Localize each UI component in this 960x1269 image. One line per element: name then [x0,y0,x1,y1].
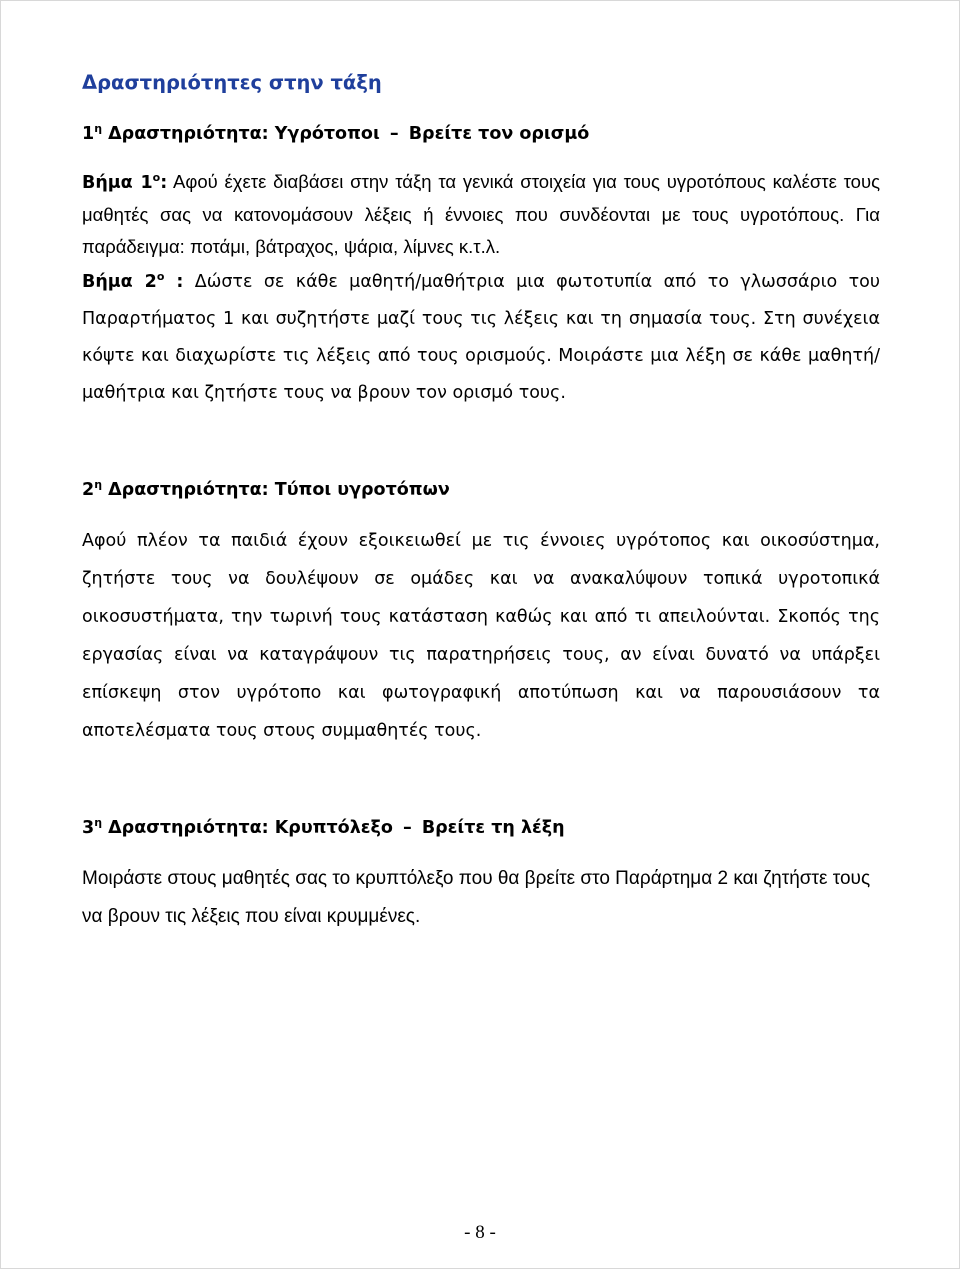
step-2-label: Βήμα $2^o$ : [82,270,184,292]
step-1-label: Βήμα $1^o$: [82,171,168,193]
activity-2-paragraph: Αφού πλέον τα παιδιά έχουν εξοικειωθεί με τις έννοιες υγρότοπος και οικοσύστημα, ζητήστε τους να δουλέψουν σε ομάδες και να ανακαλύψουν τοπικά υγροτοπικά οικοσυστήματα, την τωρινή τους κατάσταση καθώς και από τι απειλούνται. Σκοπός της εργασίας είναι να καταγράψουν τις παρατηρήσεις τους, αν είναι δυνατό να υπάρξει επίσκεψη στον υγρότοπο και φωτογραφική αποτύπωση και να παρουσιάσουν τα αποτελέσματα τους στους συμμαθητές τους. [82,531,880,741]
page-heading: Δραστηριότητες στην τάξη [82,71,382,94]
activity-1-title-part2: Βρείτε τον ορισμό [408,124,590,144]
activity-1-sup: η [94,122,103,136]
activity-2-title-text: Δραστηριότητα: Τύποι υγροτόπων [108,480,450,500]
step-1-text: Αφού έχετε διαβάσει στην τάξη τα γενικά στοιχεία για τους υγροτόπους καλέστε τους μαθητές σας να κατονομάσουν λέξεις ή έννοιες που συνδέονται με τους υγροτόπους. Για παράδειγμα: ποτάμι, βάτραχος, ψάρια, λίμνες κ.τ.λ. [82,171,880,257]
activity-3-paragraph: Μοιράστε στους μαθητές σας το κρυπτόλεξο που θα βρείτε στο Παράρτημα 2 και ζητήστε τους να βρουν τις λέξεις που είναι κρυμμένες. [82,868,871,927]
activity-3-dash: – [402,818,412,838]
step-2-text: Δώστε σε κάθε μαθητή/μαθήτρια μια φωτοτυπία από το γλωσσάριο του Παραρτήματος 1 και συζητήστε μαζί τους τις λέξεις και τη σημασία τους. Στη συνέχεια κόψτε και διαχωρίστε τις λέξεις από τους ορισμούς. Μοιράστε μια λέξη σε κάθε μαθητή/μαθήτρια και ζητήστε τους να βρουν τον ορισμό τους. [82,272,881,403]
activity-3-title-part1: Δραστηριότητα: Κρυπτόλεξο [108,818,393,838]
activity-3-title-part2: Βρείτε τη λέξη [421,818,565,838]
activity-1-dash: – [389,124,399,144]
activity-2-number: 2 [82,480,95,500]
activity-1-step-2 [82,264,880,412]
activity-1-title [82,118,880,150]
activity-3-title [82,812,880,844]
page-number: - 8 - [464,1222,496,1243]
activity-2-sup: η [94,478,103,492]
activity-1-step-1 [82,166,880,263]
activity-1-number: 1 [82,124,95,144]
document-body [82,66,880,955]
activity-3-sup: η [94,816,103,830]
activity-1-title-part1: Δραστηριότητα: Υγρότοποι [108,124,380,144]
activity-3-number: 3 [82,818,95,838]
activity-2-title [82,474,880,506]
